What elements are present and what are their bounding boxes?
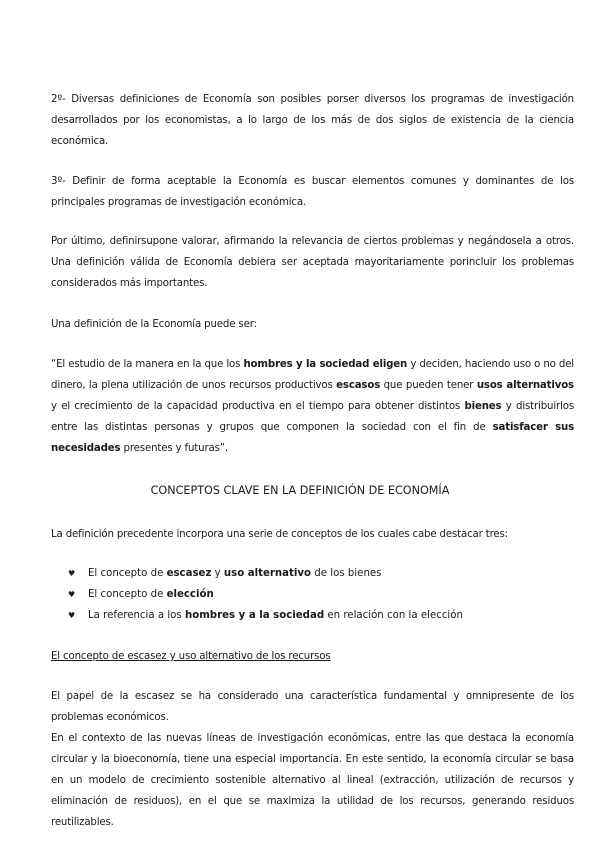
paragraph-key-concepts-intro: La definición precedente incorpora una serie de conceptos de los cuales cabe destacar tres: (51, 529, 508, 540)
heart-icon: ♥ (68, 590, 76, 599)
paragraph-scarcity-line1: El papel de la escasez se ha considerado una característica fundamental y omnipresente de los problemas económicos. (51, 691, 574, 723)
paragraph-scarcity (51, 686, 574, 833)
quote-text: y el crecimiento de la capacidad productiva en el tiempo para obtener distintos (51, 401, 465, 412)
paragraph-scarcity-line2: En el contexto de las nuevas líneas de investigación económicas, entre las que destaca la economía circular y la bioeconomía, tiene una especial importancia. En este sentido, la economía circular se basa en un modelo de crecimiento sostenible alternativo al lineal (extracción, utilización de recursos y eliminación de residuos), en el que se maximiza la utilidad de los recursos, generando residuos reutilizables. (51, 733, 574, 828)
list-item (68, 605, 463, 626)
list-item (68, 563, 463, 584)
paragraph-definitions-programs: 2º- Diversas definiciones de Economía son posibles porser diversos los programas de investigación desarrollados por los economistas, a lo largo de los más de dos siglos de existencia de la ciencia económica. (51, 94, 574, 147)
heart-icon: ♥ (68, 569, 76, 578)
quote-bold: bienes (464, 401, 502, 412)
economy-definition-quote (51, 354, 574, 459)
list-item-text: El concepto de (88, 589, 167, 600)
list-item-text: en relación con la elección (324, 610, 463, 621)
paragraph-common-elements: 3º- Definir de forma aceptable la Economía es buscar elementos comunes y dominantes de los principales programas de investigación económica. (51, 176, 574, 208)
quote-bold: satisfacer sus necesidades (51, 422, 574, 454)
quote-text: y deciden, haciendo uso o no del dinero, la plena utilización de unos recursos productivos (51, 359, 574, 391)
list-item-bold: uso alternativo (223, 568, 312, 579)
list-item-text: de los bienes (311, 568, 382, 579)
quote-text: “El estudio de la manera en la que los (51, 359, 244, 370)
quote-text: y distribuirlos entre las distintas personas y grupos que componen la sociedad con el fin de (51, 401, 574, 433)
quote-bold: hombres y la sociedad eligen (243, 359, 408, 370)
heart-icon: ♥ (68, 611, 76, 620)
key-concepts-list (68, 563, 463, 626)
subsection-heading: El concepto de escasez y uso alternativo de los recursos (51, 651, 331, 662)
list-item-bold: hombres y a la sociedad (184, 610, 325, 621)
list-item-bold: elección (166, 589, 214, 600)
list-item-text: La referencia a los (88, 610, 185, 621)
quote-bold: escasos (336, 380, 381, 391)
quote-bold: usos alternativos (476, 380, 574, 391)
section-heading: CONCEPTOS CLAVE EN LA DEFINICIÓN DE ECONOMÍA (150, 484, 450, 497)
list-item-text: y (211, 568, 224, 579)
list-item (68, 584, 463, 605)
quote-text: presentes y futuras”. (120, 443, 228, 454)
paragraph-valuation: Por último, definirsupone valorar, afirmando la relevancia de ciertos problemas y negándosela a otros. Una definición válida de Economía debiera ser aceptada mayoritariamente porincluir los problemas considerados más importantes. (51, 236, 574, 289)
list-item-text: El concepto de (88, 568, 167, 579)
list-item-bold: escasez (166, 568, 212, 579)
paragraph-definition-intro: Una definición de la Economía puede ser: (51, 319, 257, 330)
quote-text: que pueden tener (380, 380, 477, 391)
